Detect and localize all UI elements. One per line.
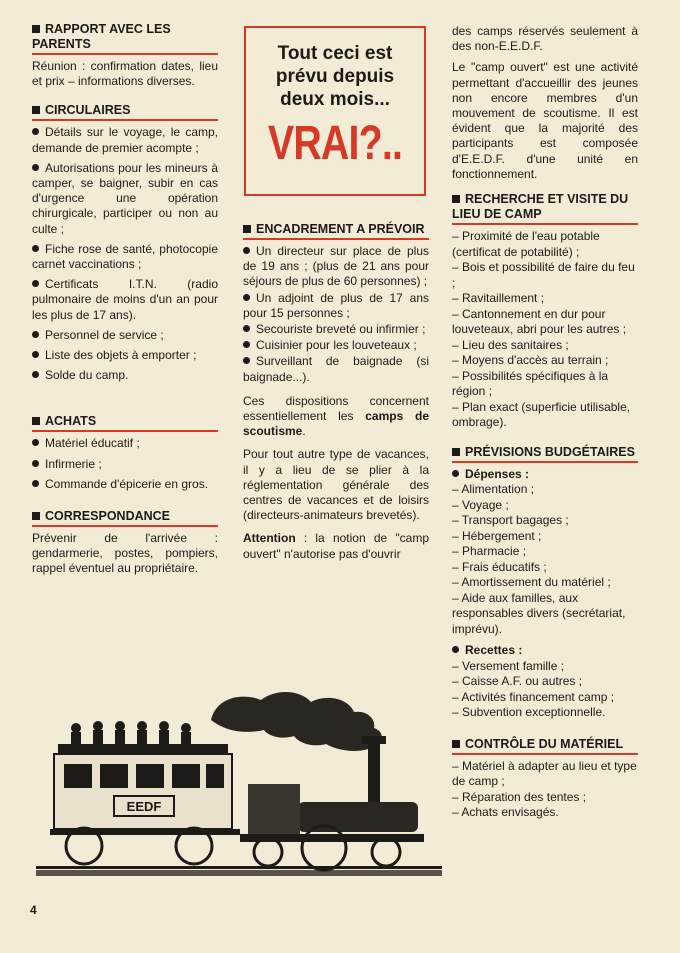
list-item: – Proximité de l'eau potable (certificat de potabilité) ; [452, 229, 600, 259]
bullet-icon [32, 439, 39, 446]
list-item: Certificats I.T.N. (radio pulmonaire de moins d'un an pour les plus de 17 ans). [32, 277, 218, 322]
loco-cab [248, 784, 300, 834]
bullet-icon [243, 294, 250, 301]
list-item: Liste des objets à emporter ; [32, 348, 218, 363]
list-item: – Alimentation ; [452, 482, 535, 497]
list-item: – Bois et possibilité de faire du feu ; [452, 260, 635, 290]
list-item: – Pharmacie ; [452, 544, 527, 559]
bullet-icon [32, 351, 39, 358]
callout-line: prévu depuis [275, 66, 395, 87]
list-item: – Frais éducatifs ; [452, 559, 547, 574]
list-item: – Ravitaillement ; [452, 291, 545, 306]
smoke-cloud [211, 692, 382, 751]
column-right [452, 24, 638, 821]
list-item: Personnel de service ; [32, 328, 218, 343]
list-item: Commande d'épicerie en gros. [32, 477, 218, 492]
paragraph: Attention : la notion de "camp ouvert" n'autorise pas d'ouvrir [243, 531, 429, 561]
list-item: – Caisse A.F. ou autres ; [452, 674, 583, 689]
list-item: Solde du camp. [32, 368, 218, 383]
page-number: 4 [30, 903, 37, 917]
roof-passengers [71, 721, 191, 744]
paragraph: Ces dispositions concernent essentiellement les camps de scoutisme. [243, 393, 430, 439]
square-bullet-icon [452, 740, 460, 748]
column-left [32, 22, 218, 577]
column-middle [243, 222, 429, 562]
coach-windows [64, 764, 224, 788]
list-item: Matériel éducatif ; [32, 436, 218, 451]
subheading-depenses: Dépenses : [452, 467, 638, 483]
square-bullet-icon [452, 448, 460, 456]
list-item: – Transport bagages ; [452, 513, 569, 528]
bullet-icon [32, 128, 39, 135]
list-item: Infirmerie ; [32, 457, 218, 472]
loco-chimney-top [362, 736, 386, 744]
bullet-icon [452, 470, 459, 477]
bullet-icon [32, 164, 39, 171]
rail-bed [36, 870, 442, 876]
list-item: Cuisinier pour les louveteaux ; [243, 338, 429, 353]
list-item: – Versement famille ; [452, 658, 565, 673]
section-heading-budget: PRÉVISIONS BUDGÉTAIRES [452, 445, 638, 463]
bullet-icon [32, 371, 39, 378]
list-item: – Activités financement camp ; [452, 689, 615, 704]
callout-line: deux mois... [280, 89, 390, 110]
loco-chimney [368, 742, 380, 804]
square-bullet-icon [452, 195, 460, 203]
bullet-icon [243, 247, 250, 254]
square-bullet-icon [243, 225, 251, 233]
square-bullet-icon [32, 417, 40, 425]
square-bullet-icon [32, 106, 40, 114]
bullet-icon [32, 331, 39, 338]
callout-box [244, 26, 426, 196]
list-item: Détails sur le voyage, le camp, demande de premier acompte ; [32, 125, 218, 155]
list-item: – Moyens d'accès au terrain ; [452, 353, 609, 368]
square-bullet-icon [32, 25, 40, 33]
list-item: – Subvention exceptionnelle. [452, 705, 606, 720]
list-item: Secouriste breveté ou infirmier ; [243, 322, 429, 337]
callout-vrai: VRAI?.. [267, 117, 403, 170]
list-item: – Achats envisagés. [452, 805, 559, 820]
section-heading-controle: CONTRÔLE DU MATÉRIEL [452, 737, 638, 755]
list-item: – Plan exact (superficie utilisable, ombrage). [452, 399, 631, 430]
list-item: Surveillant de baignade (si baignade...). [243, 354, 429, 384]
coach-chassis [50, 829, 240, 835]
square-bullet-icon [32, 512, 40, 520]
section-heading-achats: ACHATS [32, 414, 218, 432]
list-item: – Matériel à adapter au lieu et type de camp ; [452, 758, 637, 789]
bullet-icon [32, 245, 39, 252]
section-heading-correspondance: CORRESPONDANCE [32, 509, 218, 527]
list-item: – Cantonnement en dur pour louveteaux, abri pour les autres ; [452, 306, 627, 337]
coach-roof [58, 744, 228, 754]
subheading-recettes: Recettes : [452, 643, 638, 659]
bullet-icon [32, 480, 39, 487]
paragraph: des camps réservés seulement à des non-E.E.D.F. [452, 24, 638, 54]
list-item: – Réparation des tentes ; [452, 789, 587, 804]
bullet-icon [32, 460, 39, 467]
callout-line: Tout ceci est [277, 43, 393, 64]
section-text-parents: Réunion : confirmation dates, lieu et prix – informations diverses. [32, 59, 218, 89]
list-item: – Voyage ; [452, 497, 509, 512]
list-item: – Lieu des sanitaires ; [452, 337, 569, 352]
bullet-icon [452, 646, 459, 653]
paragraph: Pour tout autre type de vacances, il y a lieu de se plier à la réglementation générale des centres de vacances et de loisirs (directeurs-animateurs brevetés). [243, 447, 429, 523]
section-text-correspondance: Prévenir de l'arrivée : gendarmerie, postes, pompiers, rappel éventuel au propriétaire. [32, 531, 218, 576]
list-item: – Possibilités spécifiques à la région ; [452, 368, 609, 399]
list-item: – Aide aux familles, aux responsables divers (secrétariat, imprévu). [452, 590, 626, 636]
coach-label: EEDF [126, 799, 162, 814]
section-heading-encadrement: ENCADREMENT A PRÉVOIR [243, 222, 429, 240]
bullet-icon [243, 341, 250, 348]
list-item: Autorisations pour les mineurs à camper, se baigner, subir en cas d'urgence une opération chirurgicale, participer ou non au culte ; [32, 160, 218, 236]
paragraph: Le "camp ouvert" est une activité permettant d'accueillir des jeunes non encore membres d'un mouvement de scoutisme. Il est évident que la majorité des participants est composée d'E.E.D.F. d'une unité en fonctionnement. [452, 60, 638, 181]
section-heading-circulaires: CIRCULAIRES [32, 103, 218, 121]
bullet-icon [243, 357, 250, 364]
bullet-icon [243, 325, 250, 332]
bullet-icon [32, 280, 39, 287]
list-item: Un directeur sur place de plus de 19 ans ; (plus de 21 ans pour séjours de plus de 60 personnes) ; [243, 244, 429, 289]
section-heading-parents: RAPPORT AVEC LES PARENTS [32, 22, 218, 55]
list-item: – Amortissement du matériel ; [452, 575, 611, 590]
train-illustration [36, 684, 442, 896]
section-heading-recherche: RECHERCHE ET VISITE DU LIEU DE CAMP [452, 192, 638, 225]
list-item: Fiche rose de santé, photocopie carnet vaccinations ; [32, 241, 218, 272]
list-item: Un adjoint de plus de 17 ans pour 15 personnes ; [243, 290, 429, 320]
list-item: – Hébergement ; [452, 528, 542, 543]
